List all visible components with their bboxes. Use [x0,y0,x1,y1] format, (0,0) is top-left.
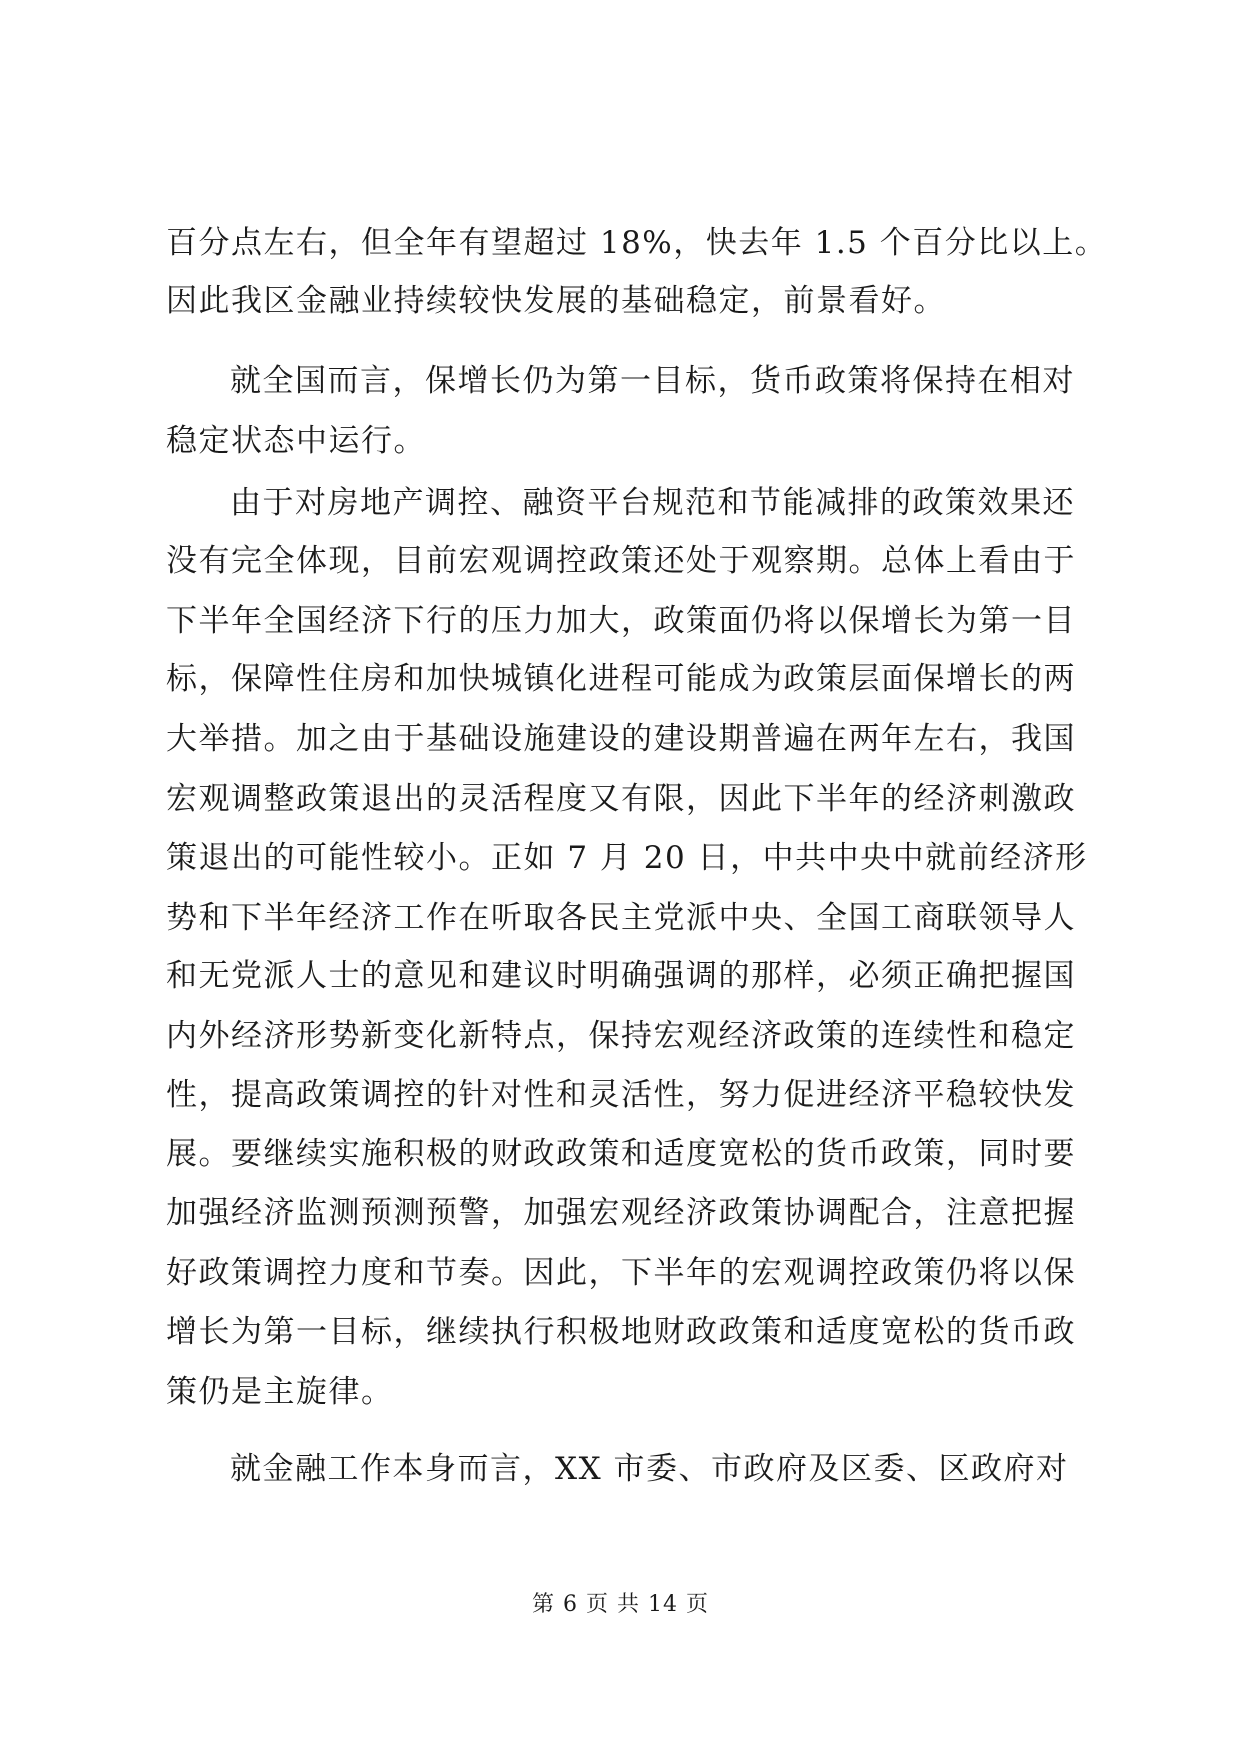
text-line: 没有完全体现，目前宏观调控政策还处于观察期。总体上看由于 [166,543,1076,579]
text-line: 百分点左右，但全年有望超过 18%，快去年 1.5 个百分比以上。 [166,225,1108,261]
text-line: 和无党派人士的意见和建议时明确强调的那样，必须正确把握国 [166,958,1076,994]
text-line: 因此我区金融业持续较快发展的基础稳定，前景看好。 [166,283,946,319]
text-line: 展。要继续实施积极的财政政策和适度宽松的货币政策，同时要 [166,1136,1076,1172]
text-line: 宏观调整政策退出的灵活程度又有限，因此下半年的经济刺激政 [166,781,1076,817]
text-line: 增长为第一目标，继续执行积极地财政政策和适度宽松的货币政 [166,1314,1076,1350]
text-line: 大举措。加之由于基础设施建设的建设期普遍在两年左右，我国 [166,721,1076,757]
text-line: 策退出的可能性较小。正如 7 月 20 日，中共中央中就前经济形 [166,840,1088,876]
text-line: 性，提高政策调控的针对性和灵活性，努力促进经济平稳较快发 [166,1077,1076,1113]
text-line: 内外经济形势新变化新特点，保持宏观经济政策的连续性和稳定 [166,1018,1076,1054]
text-line: 稳定状态中运行。 [166,423,426,459]
text-line: 加强经济监测预测预警，加强宏观经济政策协调配合，注意把握 [166,1195,1076,1231]
text-line: 下半年全国经济下行的压力加大，政策面仍将以保增长为第一目 [166,603,1076,639]
text-line: 策仍是主旋律。 [166,1374,394,1410]
paragraph-first-line: 就全国而言，保增长仍为第一目标，货币政策将保持在相对 [230,363,1075,399]
paragraph-first-line: 就金融工作本身而言，XX 市委、市政府及区委、区政府对 [230,1451,1069,1487]
text-line: 势和下半年经济工作在听取各民主党派中央、全国工商联领导人 [166,900,1076,936]
text-line: 好政策调控力度和节奏。因此，下半年的宏观调控政策仍将以保 [166,1255,1076,1291]
page-number: 第 6 页 共 14 页 [532,1592,709,1617]
text-line: 标，保障性住房和加快城镇化进程可能成为政策层面保增长的两 [166,661,1076,697]
paragraph-first-line: 由于对房地产调控、融资平台规范和节能减排的政策效果还 [230,485,1075,521]
